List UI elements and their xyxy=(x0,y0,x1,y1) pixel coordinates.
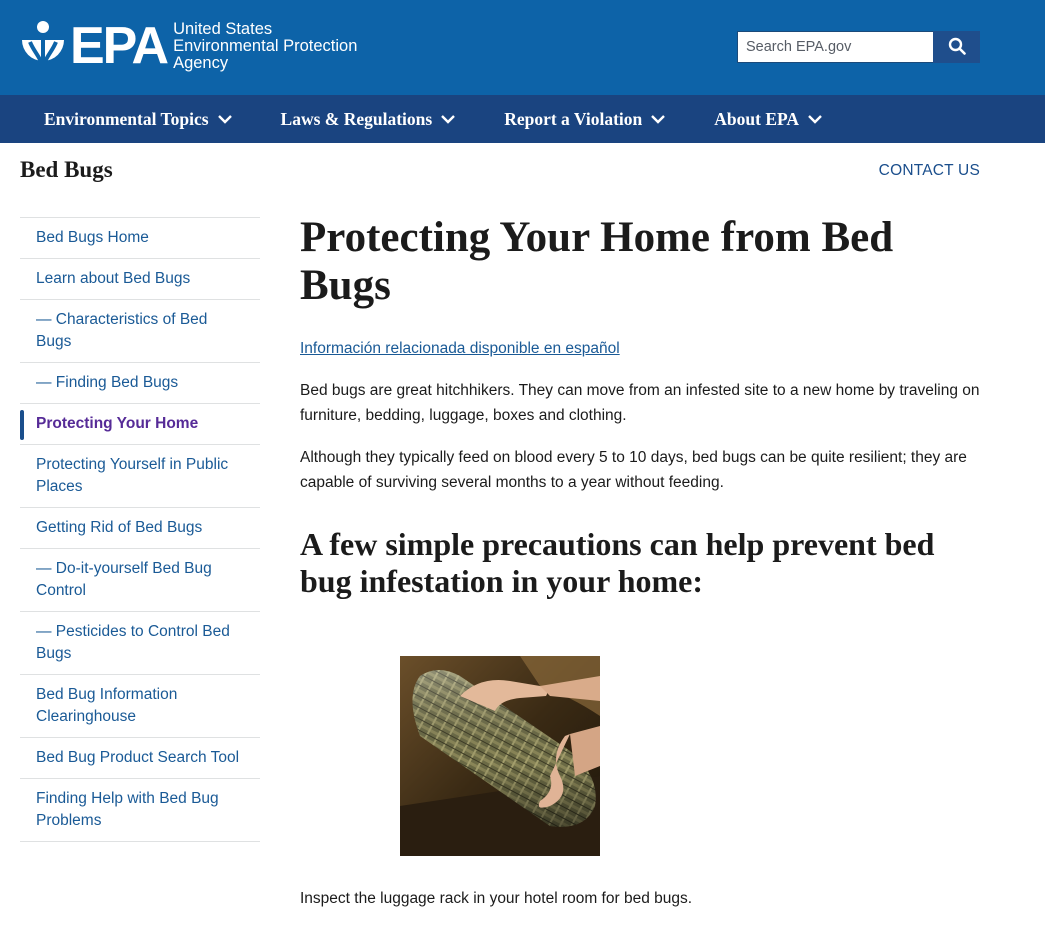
main-content xyxy=(300,214,990,907)
contact-us-link[interactable]: CONTACT US xyxy=(878,162,980,179)
sidebar-item-protecting-home[interactable]: Protecting Your Home xyxy=(20,404,260,445)
sidebar-item-protecting-public[interactable]: Protecting Yourself in Public Places xyxy=(20,445,260,508)
search-icon xyxy=(948,37,966,58)
agency-line-2: Environmental Protection xyxy=(173,37,358,55)
agency-line-3: Agency xyxy=(173,54,229,72)
sidebar-item-characteristics[interactable]: — Characteristics of Bed Bugs xyxy=(20,300,260,363)
sidebar-item-pesticides[interactable]: — Pesticides to Control Bed Bugs xyxy=(20,612,260,675)
chevron-down-icon xyxy=(440,114,456,124)
precautions-heading: A few simple precautions can help prevent bed bug infestation in your home: xyxy=(300,526,935,599)
main-nav xyxy=(0,95,1045,143)
agency-name xyxy=(173,21,357,72)
nav-label: Laws & Regulations xyxy=(280,108,433,129)
nav-environmental-topics[interactable] xyxy=(44,109,233,130)
sidebar-item-finding[interactable]: — Finding Bed Bugs xyxy=(20,363,260,404)
sidebar-item-getting-rid[interactable]: Getting Rid of Bed Bugs xyxy=(20,508,260,549)
chevron-down-icon xyxy=(807,114,823,124)
spanish-info-link[interactable]: Información relacionada disponible en español xyxy=(300,340,620,357)
search-button[interactable] xyxy=(933,31,980,63)
resilience-paragraph: Although they typically feed on blood every 5 to 10 days, bed bugs can be quite resilient; they are capable of surviving several months to a year without feeding. xyxy=(300,449,967,491)
site-header xyxy=(0,0,1045,95)
page-title: Protecting Your Home from Bed Bugs xyxy=(300,214,894,309)
sidebar-item-bed-bugs-home[interactable]: Bed Bugs Home xyxy=(20,218,260,259)
sidebar-item-finding-help[interactable]: Finding Help with Bed Bug Problems xyxy=(20,779,260,842)
nav-report-violation[interactable] xyxy=(504,109,666,130)
nav-laws-regulations[interactable] xyxy=(281,109,457,130)
intro-paragraph: Bed bugs are great hitchhikers. They can move from an infested site to a new home by traveling on furniture, bedding, luggage, boxes and clothing. xyxy=(300,382,980,424)
epa-wordmark: EPA xyxy=(70,17,168,75)
sidebar-item-clearinghouse[interactable]: Bed Bug Information Clearinghouse xyxy=(20,675,260,738)
epa-logo[interactable] xyxy=(20,17,358,75)
nav-about-epa[interactable] xyxy=(714,109,823,130)
search-input[interactable] xyxy=(737,31,933,63)
nav-label: Report a Violation xyxy=(504,108,643,129)
sidebar-item-diy-control[interactable]: — Do-it-yourself Bed Bug Control xyxy=(20,549,260,612)
nav-label: About EPA xyxy=(714,108,800,129)
nav-label: Environmental Topics xyxy=(44,108,209,129)
sidebar-item-product-search[interactable]: Bed Bug Product Search Tool xyxy=(20,738,260,779)
chevron-down-icon xyxy=(650,114,666,124)
site-search xyxy=(737,31,980,63)
sidebar-nav xyxy=(20,217,260,842)
sidebar-item-learn-about[interactable]: Learn about Bed Bugs xyxy=(20,259,260,300)
section-title: Bed Bugs xyxy=(20,157,113,182)
luggage-pillow-photo xyxy=(400,656,600,856)
image-caption: Inspect the luggage rack in your hotel room for bed bugs. xyxy=(300,890,693,907)
chevron-down-icon xyxy=(217,114,233,124)
epa-flower-icon xyxy=(20,20,66,70)
agency-line-1: United States xyxy=(173,20,273,38)
